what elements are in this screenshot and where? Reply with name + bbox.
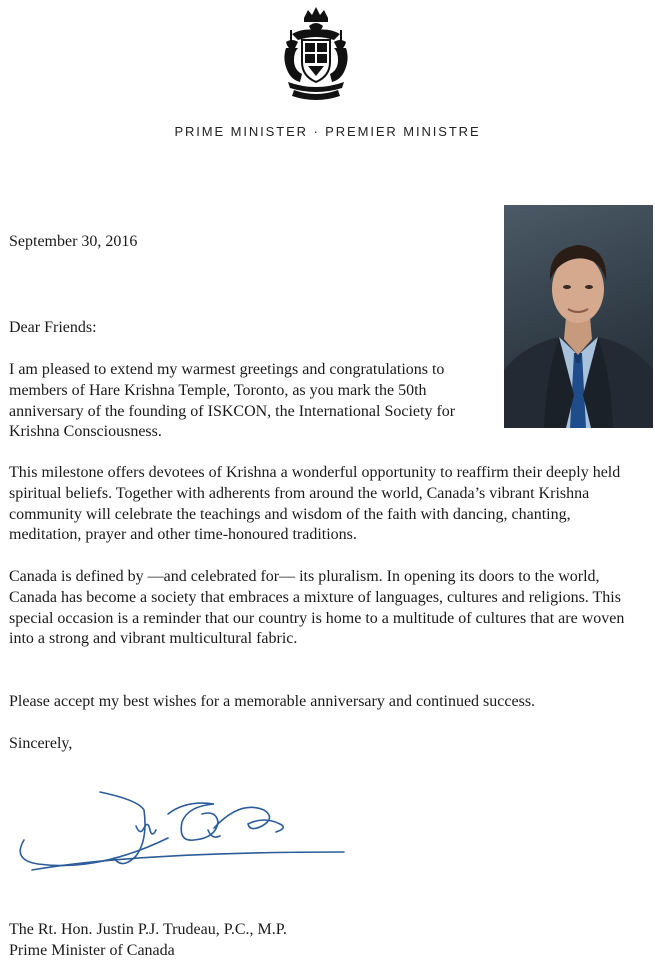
paragraph-2: This milestone offers devotees of Krishna a wonderful opportunity to reaffirm their deeply held spiritual beliefs. Together with adherents from around the world, Canada’s vibrant Krishna community will celebrate the teachings and wisdom of the faith with dancing, chanting, meditation, prayer and other time-honoured traditions.: [9, 464, 621, 544]
signature-icon: [18, 780, 348, 890]
closing: Sincerely,: [9, 735, 73, 752]
paragraph-1: I am pleased to extend my warmest greetings and congratulations to members of Hare Krishna Temple, Toronto, as you mark the 50th anniversary of the founding of ISKCON, the International Society for Krishna Consciousness.: [9, 361, 456, 441]
coat-of-arms-icon: [278, 4, 354, 102]
signatory-block: [9, 920, 287, 961]
letter-date: September 30, 2016: [9, 233, 138, 250]
signatory-name: The Rt. Hon. Justin P.J. Trudeau, P.C., M.P.: [9, 921, 287, 938]
paragraph-4: Please accept my best wishes for a memorable anniversary and continued success.: [9, 693, 536, 710]
office-title: PRIME MINISTER · PREMIER MINISTRE: [174, 124, 481, 139]
salutation: Dear Friends:: [9, 319, 97, 336]
portrait-photo: [504, 205, 653, 428]
portrait-icon: [504, 205, 653, 428]
paragraph-3: Canada is defined by —and celebrated for— its pluralism. In opening its doors to the world, Canada has become a society that embraces a mixture of languages, cultures and religions. This special occasion is a reminder that our country is home to a multitude of cultures that are woven into a strong and vibrant multicultural fabric.: [9, 568, 625, 648]
signatory-title: Prime Minister of Canada: [9, 941, 175, 959]
